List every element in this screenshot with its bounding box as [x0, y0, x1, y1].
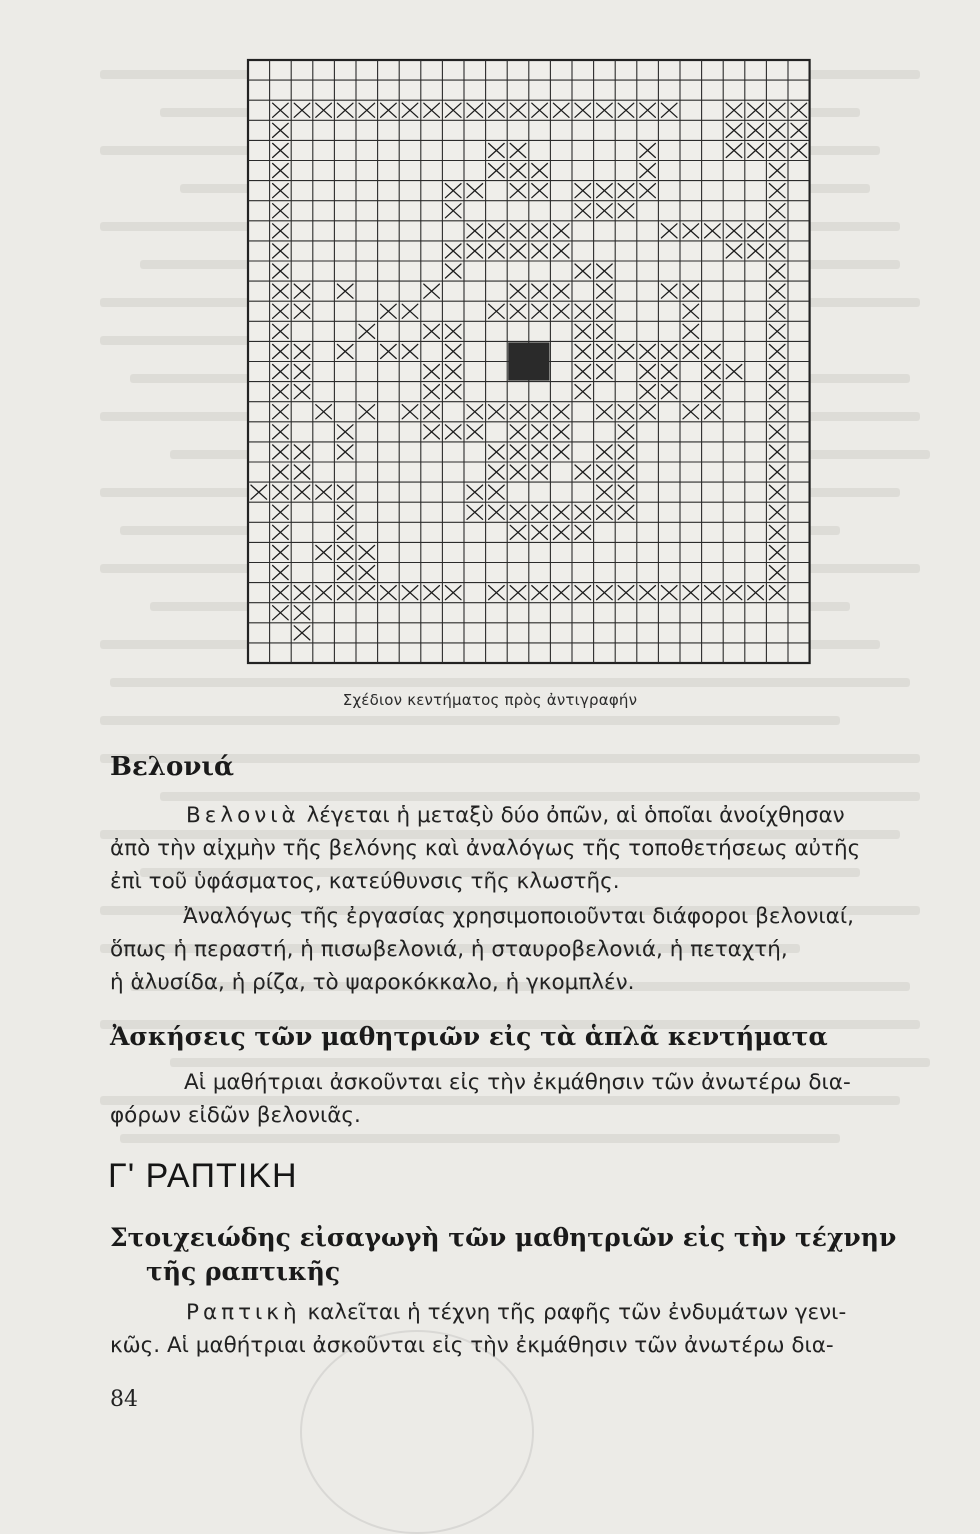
paragraph-line — [186, 803, 845, 828]
term-velonia: Βελονιὰ — [186, 803, 300, 828]
paragraph-line: ἀπὸ τὴν αἰχμὴν τῆς βελόνης καὶ ἀναλόγως τῆς τοποθετήσεως αὐτῆς — [110, 836, 861, 861]
center-filled-square — [508, 342, 549, 380]
paragraph-line: φόρων εἰδῶν βελονιᾶς. — [110, 1103, 361, 1128]
text-span: λέγεται ἡ μεταξὺ δύο ὀπῶν, αἱ ὁποῖαι ἀνοίχθησαν — [306, 803, 845, 828]
paragraph-line: Αἱ μαθήτριαι ἀσκοῦνται εἰς τὴν ἐκμάθησιν τῶν ἀνωτέρω δια- — [184, 1070, 851, 1095]
faint-library-stamp — [300, 1330, 534, 1534]
figure-caption: Σχέδιον κεντήματος πρὸς ἀντιγραφήν — [342, 691, 638, 709]
section-heading-velonia: Βελονιά — [110, 752, 234, 782]
paragraph-line: Ἀναλόγως τῆς ἐργασίας χρησιμοποιοῦνται διάφοροι βελονιαί, — [183, 904, 854, 929]
subheading-line: τῆς ραπτικῆς — [146, 1257, 341, 1286]
cross-stitch-grid — [246, 58, 812, 668]
term-raptiki: Ραπτικὴ — [186, 1300, 301, 1325]
paragraph-line: ἡ ἁλυσίδα, ἡ ρίζα, τὸ ψαροκόκκαλο, ἡ γκομπλέν. — [110, 970, 635, 995]
paragraph-line — [186, 1300, 846, 1325]
paragraph-line: ἐπὶ τοῦ ὑφάσματος, κατεύθυνσις τῆς κλωστῆς. — [110, 869, 620, 894]
paragraph-line: ὅπως ἡ περαστή, ἡ πισωβελονιά, ἡ σταυροβελονιά, ἡ πεταχτή, — [110, 937, 788, 962]
paragraph-line: κῶς. Αἱ μαθήτριαι ἀσκοῦνται εἰς τὴν ἐκμάθησιν τῶν ἀνωτέρω δια- — [110, 1333, 834, 1358]
chapter-heading-raptiki: Γ' ΡΑΠΤΙΚΗ — [108, 1157, 298, 1195]
embroidery-pattern-figure — [246, 58, 812, 668]
section-heading-exercises: Ἀσκήσεις τῶν μαθητριῶν εἰς τὰ ἁπλᾶ κεντήματα — [110, 1022, 828, 1051]
text-span: καλεῖται ἡ τέχνη τῆς ραφῆς τῶν ἐνδυμάτων γενι- — [307, 1300, 847, 1325]
subheading-line: Στοιχειώδης εἰσαγωγὴ τῶν μαθητριῶν εἰς τὴν τέχνην — [110, 1223, 897, 1252]
page-number: 84 — [110, 1387, 138, 1412]
